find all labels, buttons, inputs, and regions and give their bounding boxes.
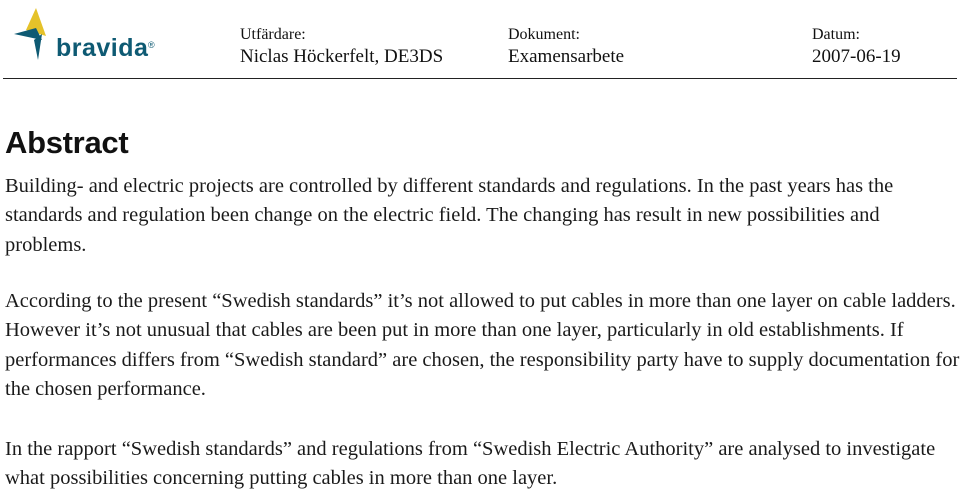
page-title: Abstract <box>5 125 129 160</box>
registered-mark: ® <box>148 40 155 50</box>
logo-wordmark: bravida <box>56 34 149 62</box>
header-divider <box>3 78 957 79</box>
abstract-paragraph-2: According to the present “Swedish standards” it’s not allowed to put cables in more than one layer on cable ladders. However it’s not unusual that cables are been put in more than one layer, particularly in old establishments. If performances differs from “Swedish standard” are chosen, the responsibility party have to supply documentation for the chosen performance. <box>5 290 960 400</box>
date-value: 2007-06-19 <box>812 46 901 67</box>
header-issuer <box>240 24 443 68</box>
document-label: Dokument: <box>508 26 580 43</box>
abstract-paragraph-1: Building- and electric projects are controlled by different standards and regulations. In the past years has the standards and regulation been change on the electric field. The changing has result in new possibilities and problems. <box>5 175 894 256</box>
document-value: Examensarbete <box>508 46 625 67</box>
header-document <box>508 24 624 68</box>
abstract-paragraph-3: In the rapport “Swedish standards” and regulations from “Swedish Electric Authority” are analysed to investigate what possibilities concerning putting cables in more than one layer. <box>5 438 936 490</box>
date-label: Datum: <box>812 26 860 43</box>
issuer-value: Niclas Höckerfelt, DE3DS <box>240 46 444 67</box>
bravida-logo <box>8 4 155 66</box>
header-date <box>812 24 901 68</box>
issuer-label: Utfärdare: <box>240 26 306 43</box>
